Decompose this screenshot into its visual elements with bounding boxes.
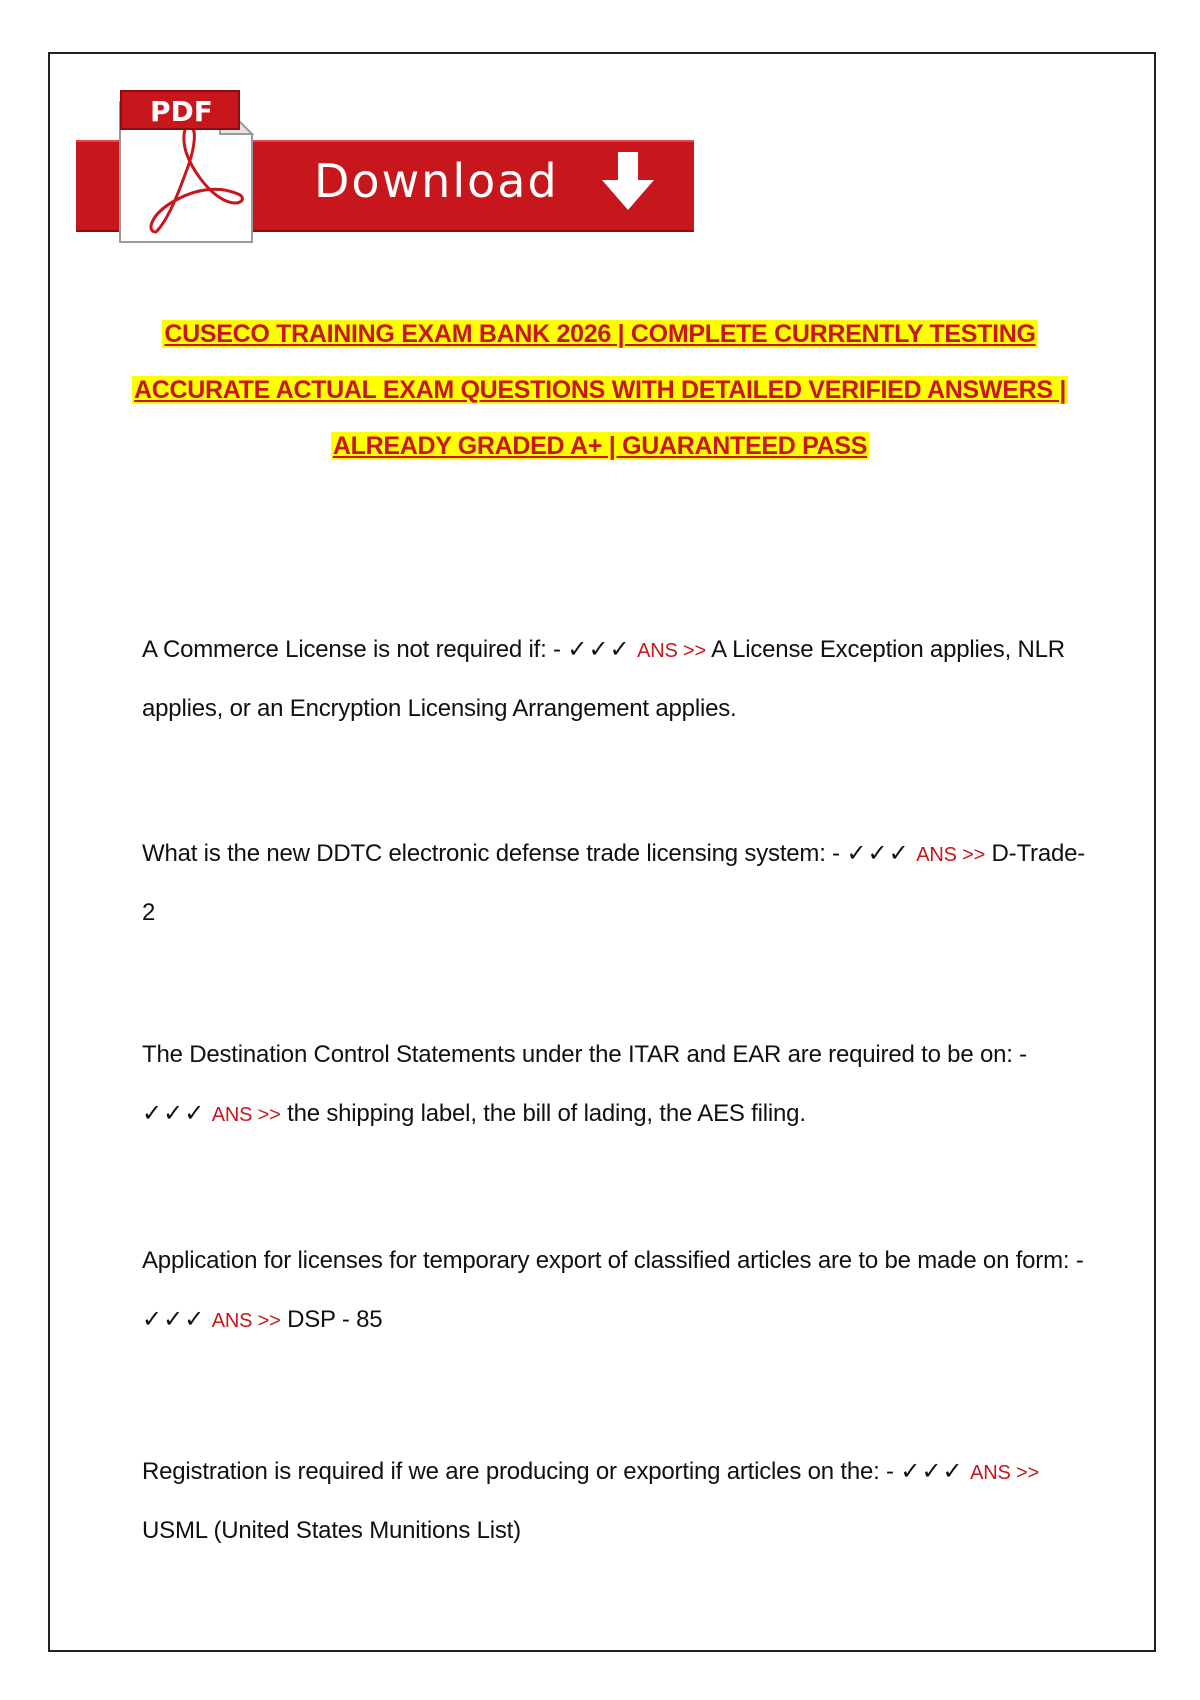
question-text: Registration is required if we are producing or exporting articles on the: - (142, 1458, 894, 1485)
answer-text: USML (United States Munitions List) (142, 1517, 521, 1544)
download-label: Download (314, 154, 559, 208)
answer-text: the shipping label, the bill of lading, the AES filing. (287, 1100, 806, 1127)
qa-item (142, 1232, 1092, 1350)
question-text: A Commerce License is not required if: - (142, 636, 561, 663)
question-text: What is the new DDTC electronic defense trade licensing system: - (142, 840, 840, 867)
answer-text: D-Trade-2 (142, 840, 1086, 926)
answer-text: DSP - 85 (287, 1306, 383, 1333)
title-line-2: ACCURATE ACTUAL EXAM QUESTIONS WITH DETAILED VERIFIED ANSWERS | (133, 376, 1067, 404)
ans-marker: ANS >> (916, 844, 986, 866)
pdf-file-icon (116, 82, 256, 246)
download-banner[interactable] (76, 78, 696, 248)
document-title (60, 318, 1140, 486)
qa-item (142, 620, 1092, 738)
qa-item (142, 1026, 1092, 1144)
ans-marker: ANS >> (211, 1310, 281, 1332)
checkmarks: ✓✓✓ (567, 635, 631, 663)
ans-marker: ANS >> (970, 1462, 1039, 1484)
title-line-1: CUSECO TRAINING EXAM BANK 2026 | COMPLETE CURRENTLY TESTING (164, 320, 1036, 348)
ans-marker: ANS >> (211, 1104, 281, 1126)
qa-item (142, 1442, 1092, 1560)
download-arrow-icon (598, 150, 658, 214)
checkmarks: ✓✓✓ (142, 1099, 206, 1127)
qa-item (142, 824, 1092, 942)
question-text: The Destination Control Statements under the ITAR and EAR are required to be on: - (142, 1041, 1027, 1068)
title-line-3: ALREADY GRADED A+ | GUARANTEED PASS (332, 432, 868, 460)
question-text: Application for licenses for temporary export of classified articles are to be made on form: - (142, 1247, 1084, 1274)
checkmarks: ✓✓✓ (900, 1457, 964, 1485)
pdf-label: PDF (120, 90, 240, 130)
ans-marker: ANS >> (637, 640, 706, 662)
checkmarks: ✓✓✓ (142, 1305, 206, 1333)
checkmarks: ✓✓✓ (846, 839, 910, 867)
answer-text: A License Exception applies, NLR applies, or an Encryption Licensing Arrangement applies. (142, 636, 1065, 722)
